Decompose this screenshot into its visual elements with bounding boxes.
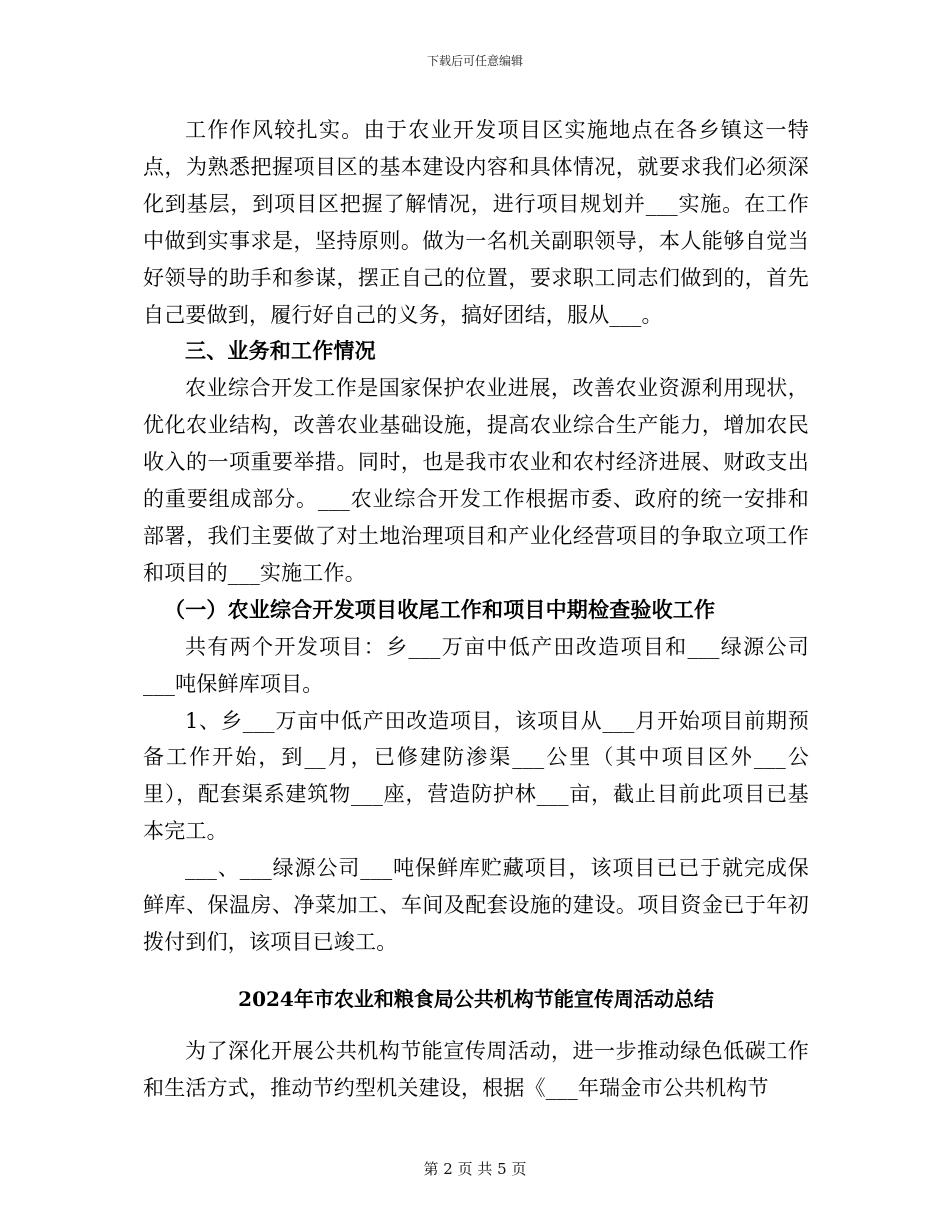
paragraph-work-style: 工作作风较扎实。由于农业开发项目区实施地点在各乡镇这一特点，为熟悉把握项目区的基本建设内容和具体情况，就要求我们必须深化到基层，到项目区把握了解情况，进行项目规划并___实施。在工作中做到实事求是，坚持原则。做为一名机关副职领导，本人能够自觉当好领导的助手和参谋，摆正自己的位置，要求职工同志们做到的，首先自己要做到，履行好自己的义务，搞好团结，服从___。 bbox=[143, 118, 809, 327]
paragraph-energy-week: 为了深化开展公共机构节能宣传周活动，进一步推动绿色低碳工作和生活方式，推动节约型机关建设，根据《___年瑞金市公共机构节 bbox=[143, 1038, 809, 1100]
document-body bbox=[143, 112, 809, 1107]
section-heading-business: 三、业务和工作情况 bbox=[185, 338, 376, 364]
paragraph-agri-development: 农业综合开发工作是国家保护农业进展，改善农业资源利用现状，优化农业结构，改善农业基础设施，提高农业综合生产能力，增加农民收入的一项重要举措。同时，也是我市农业和农村经济进展、财政支出的重要组成部分。___农业综合开发工作根据市委、政府的统一安排和部署，我们主要做了对土地治理项目和产业化经营项目的争取立项工作和项目的___实施工作。 bbox=[143, 376, 809, 585]
paragraph-project-2: ___、___绿源公司___吨保鲜库贮藏项目，该项目已已于就完成保鲜库、保温房、净菜加工、车间及配套设施的建设。项目资金已于年初拨付到们，该项目已竣工。 bbox=[143, 856, 809, 954]
page-header: 下载后可任意编辑 bbox=[426, 54, 523, 68]
paragraph-project-1: 1、乡___万亩中低产田改造项目，该项目从___月开始项目前期预备工作开始，到__月，已修建防渗渠___公里（其中项目区外___公里），配套渠系建筑物___座，营造防护林___亩，截止目前此项目已基本完工。 bbox=[143, 708, 809, 844]
document-title: 2024年市农业和粮食局公共机构节能宣传周活动总结 bbox=[238, 986, 714, 1011]
subsection-heading-project-completion: （一）农业综合开发项目收尾工作和项目中期检查验收工作 bbox=[164, 596, 716, 622]
page-footer: 第 2 页 共 5 页 bbox=[423, 1160, 527, 1178]
paragraph-two-projects: 共有两个开发项目：乡___万亩中低产田改造项目和___绿源公司___吨保鲜库项目。 bbox=[143, 634, 809, 696]
